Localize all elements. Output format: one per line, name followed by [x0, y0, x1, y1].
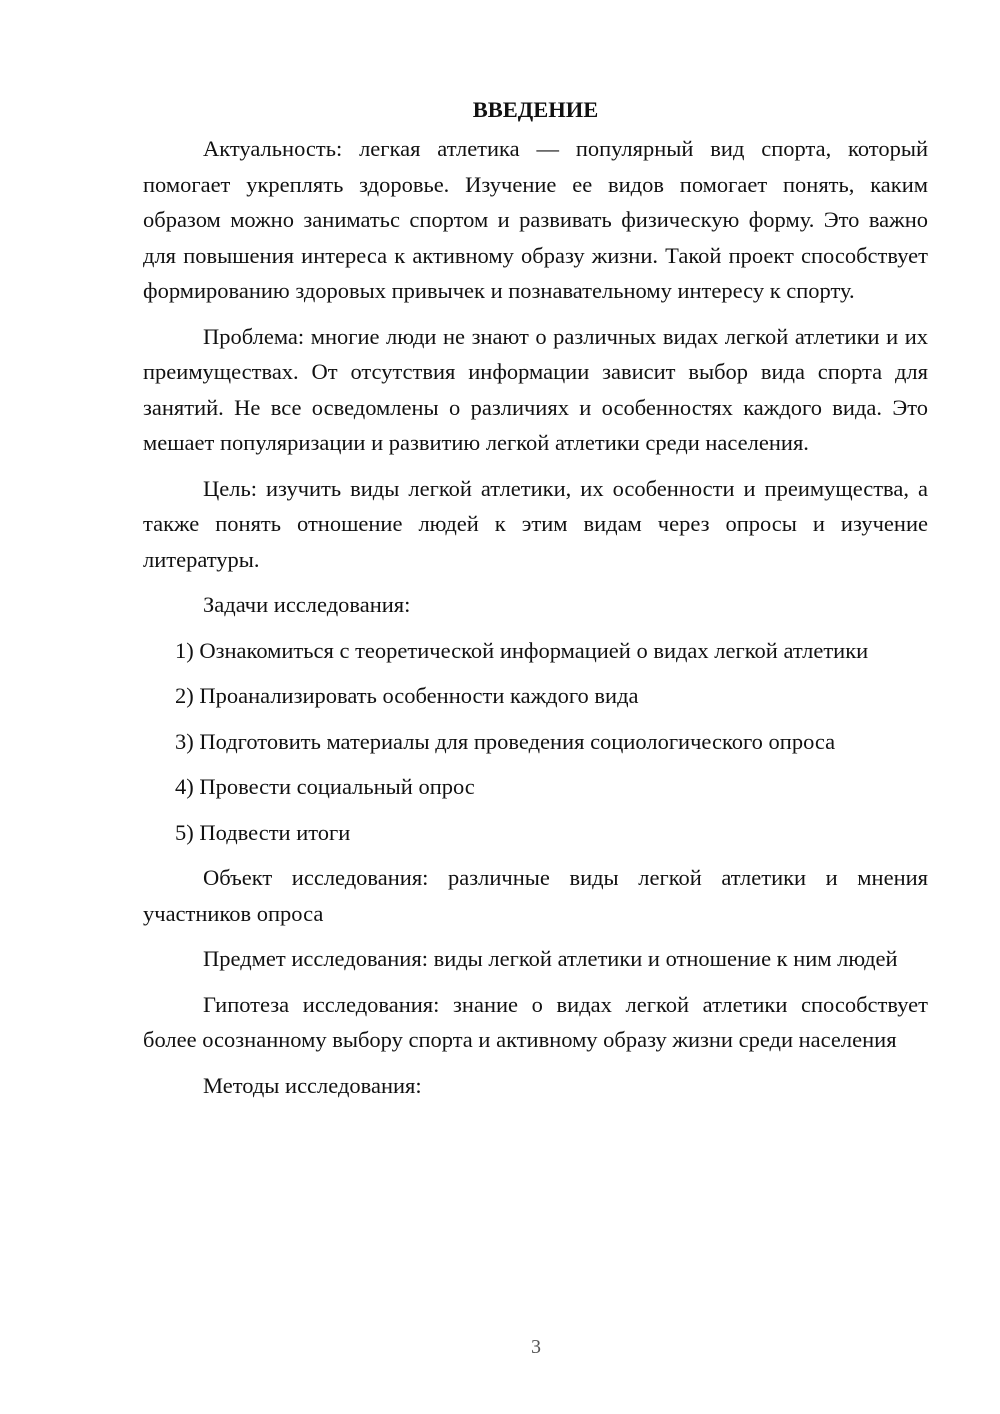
relevance-paragraph: Актуальность: легкая атлетика — популярный вид спорта, который помогает укреплять здоровье. Изучение ее видов помогает понять, каким образом можно заниматьс спортом и развивать физическую форму. Это важно для повышения интереса к активному образу жизни. Такой проект способствует формированию здоровых привычек и познавательному интересу к спорту. [143, 136, 928, 303]
task-item: 4) Провести социальный опрос [175, 774, 475, 799]
hypothesis-paragraph: Гипотеза исследования: знание о видах легкой атлетики способствует более осознанному выбору спорта и активному образу жизни среди населения [143, 991, 928, 1052]
task-item: 3) Подготовить материалы для проведения социологического опроса [175, 728, 836, 754]
goal-paragraph: Цель: изучить виды легкой атлетики, их особенности и преимущества, а также понять отношение людей к этим видам через опросы и изучение литературы. [143, 475, 928, 572]
task-item: 5) Подвести итоги [175, 819, 351, 845]
page-number: 3 [531, 1336, 541, 1358]
problem-paragraph: Проблема: многие люди не знают о различных видах легкой атлетики и их преимуществах. От отсутствия информации зависит выбор вида спорта для занятий. Не все осведомлены о различиях и особенностях каждого вида. Это мешает популяризации и развитию легкой атлетики среди населения. [143, 323, 928, 455]
task-item: 1) Ознакомиться с теоретической информацией о видах легкой атлетики [175, 637, 869, 663]
tasks-heading: Задачи исследования: [203, 592, 411, 617]
page-title: ВВЕДЕНИЕ [472, 97, 599, 122]
subject-paragraph: Предмет исследования: виды легкой атлетики и отношение к ним людей [203, 946, 898, 971]
task-item: 2) Проанализировать особенности каждого вида [175, 683, 639, 708]
page-content [143, 91, 928, 1113]
tasks-list [143, 633, 928, 851]
methods-heading: Методы исследования: [203, 1072, 422, 1098]
object-paragraph: Объект исследования: различные виды легкой атлетики и мнения участников опроса [143, 865, 928, 926]
